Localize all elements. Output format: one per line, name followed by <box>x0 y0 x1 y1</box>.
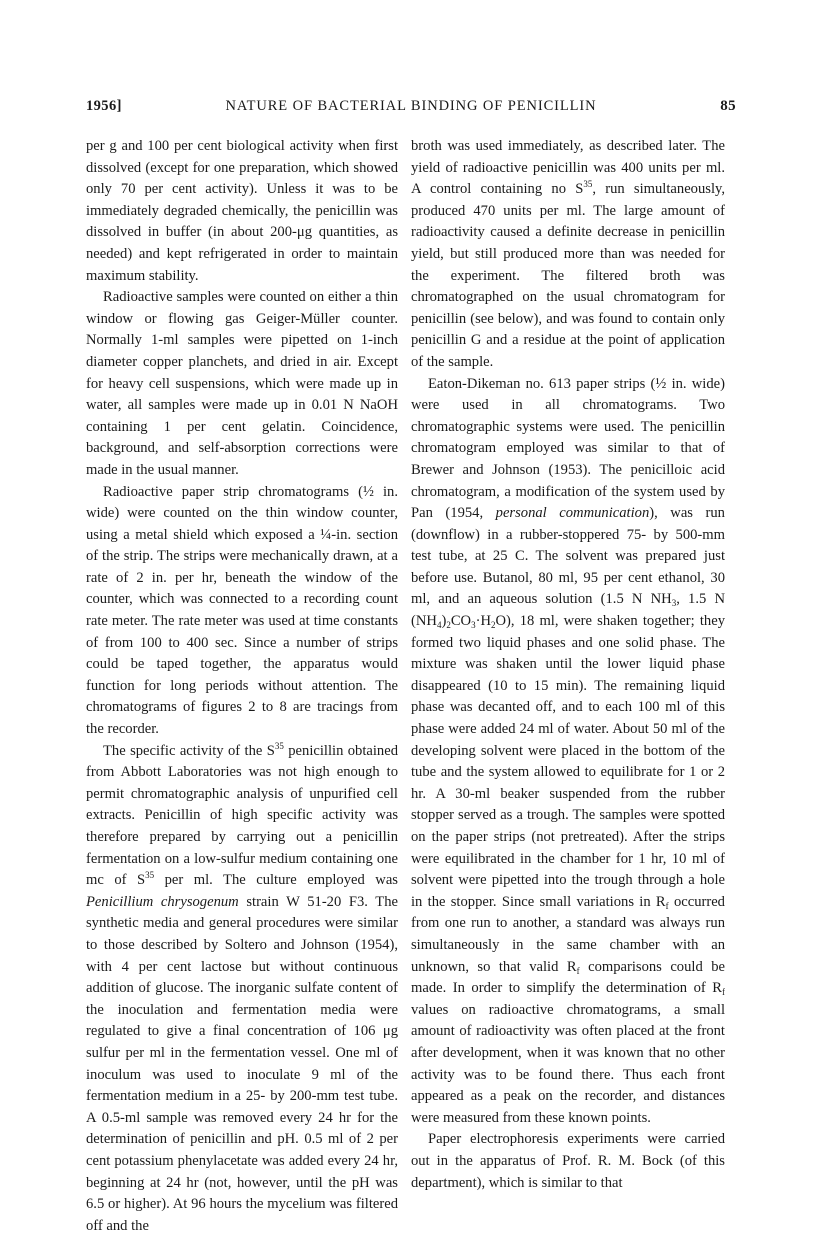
text-run: values on radioactive chromatograms, a small amount of radioactivity was often placed at the front after development, when it was known that no other activity was to be found there. Thus each front appeared as a peak on the recorder, and distances were measured from these known points. <box>411 1001 725 1126</box>
header-title: NATURE OF BACTERIAL BINDING OF PENICILLIN <box>225 98 597 114</box>
text-run: broth was used immediately, as described later. The yield of radioactive penicillin was 400 units per ml. A control containing no S <box>411 138 725 198</box>
text-run: penicillin obtained from Abbott Laboratories was not high enough to permit chromatographic analysis of unpurified cell extracts. Penicillin of high specific activity was therefore prepared by carrying out a penicillin fermentation on a low-sulfur medium containing one mc of S <box>86 742 398 889</box>
text-run: Eaton-Dikeman no. 613 paper strips (½ in. wide) were used in all chromatograms. Two chromatographic systems were used. The penicillin chromatogram employed was similar to that of Brewer and Johnson (1953). The penicilloic acid chromatogram, a modification of the system used by Pan (1954, <box>411 375 725 522</box>
subscript: 3 <box>471 620 476 631</box>
subscript: 4 <box>436 620 442 631</box>
superscript: 35 <box>583 179 593 190</box>
italic-text: personal communication <box>495 505 650 522</box>
text-run: , run simultaneously, produced 470 units per ml. The large amount of radioactivity caused a definite decrease in penicillin yield, but still produced more than was needed for the experiment. The filtered broth was chromatographed on the usual chromatogram for penicillin (see below), and was found to contain only penicillin G and a residue at the point of application of the sample. <box>411 181 725 370</box>
paragraph-specific-activity <box>86 741 398 1238</box>
text-run: ) <box>441 613 447 630</box>
text-run: strain W 51-20 F3. The synthetic media and general procedures were similar to those described by Soltero and Johnson (1954), with 4 per cent lactose but without continuous addition of glucose. The inorganic sulfate content of the inoculation and fermentation media were regulated to give a final concentration of 106 μg sulfur per ml in the fermentation vessel. One ml of inoculum was used to inoculate 9 ml of the fermentation medium in a 25- by 200-mm test tube. A 0.5-ml sample was removed every 24 hr for the determination of penicillin and pH. 0.5 ml of 2 per cent potassium phenylacetate was added every 24 hr, beginning at 24 hr (not, however, until the pH was 6.5 or higher). At 96 hours the mycelium was filtered off and the <box>86 893 398 1234</box>
paragraph-broth-yield <box>411 136 725 374</box>
text-run: ·H <box>475 613 492 630</box>
header-year: 1956] <box>86 98 122 114</box>
paragraph-chromatographic-systems <box>411 374 725 1130</box>
right-column <box>411 136 725 1194</box>
text-run: , 1.5 N (NH <box>411 591 726 630</box>
text-run: O), 18 ml, were shaken together; they formed two liquid phases and one solid phase. The mixture was shaken until the lower liquid phase disappeared (10 to 15 min). The remaining liquid phase was decanted off, and to each 100 ml of this phase were added 24 ml of water. About 50 ml of the developing solvent were placed in the bottom of the tube and the system allowed to equilibrate for 1 or 2 hr. A 30-ml beaker suspended from the rubber stopper served as a trough. The samples were spotted on the paper strips (not pretreated). After the strips were equilibrated in the chamber for 1 hr, 10 ml of solvent were pipetted into the trough through a hole in the stopper. Since small variations in R <box>411 613 725 910</box>
superscript: 35 <box>145 870 155 881</box>
subscript: 2 <box>446 620 451 631</box>
text-run: per ml. The culture employed was <box>154 872 398 889</box>
subscript: f <box>576 965 580 976</box>
species-name: Penicillium chrysogenum <box>86 893 239 910</box>
superscript: 35 <box>274 740 284 751</box>
paragraph-electrophoresis: Paper electrophoresis experiments were carried out in the apparatus of Prof. R. M. Bock (of this department), which is similar to that <box>411 1131 725 1191</box>
paragraph-strip-chromatograms: Radioactive paper strip chromatograms (½ in. wide) were counted on the thin window counter, using a metal shield which exposed a ¼-in. section of the strip. The strips were mechanically drawn, at a rate of 2 in. per hr, beneath the window of the counter, which was connected to a recording count rate meter. The rate meter was used at time constants of from 100 to 400 sec. Since a number of strips could be taped together, the apparatus would function for long periods without attention. The chromatograms of figures 2 to 8 are tracings from the recorder. <box>86 483 398 738</box>
subscript: f <box>665 900 669 911</box>
page-number: 85 <box>720 98 736 114</box>
text-run: ), was run (downflow) in a rubber-stoppered 75- by 500-mm test tube, at 25 C. The solvent was prepared just before use. Butanol, 80 ml, 95 per cent ethanol, 30 ml, and an aqueous solution (1.5 N NH <box>411 505 725 608</box>
paragraph-penicillin-dissolution: per g and 100 per cent biological activity when first dissolved (except for one preparation, which showed only 70 per cent activity). Unless it was to be immediately degraded chemically, the penicillin was dissolved in buffer (in about 200-μg quantities, as needed) and kept refrigerated in order to maintain maximum stability. <box>86 138 398 284</box>
running-header <box>86 98 736 120</box>
subscript: 3 <box>671 598 677 609</box>
subscript: 2 <box>491 620 496 631</box>
text-run: comparisons could be made. In order to simplify the determination of R <box>411 958 725 997</box>
text-run: The specific activity of the S <box>103 742 275 759</box>
left-column <box>86 136 398 1237</box>
subscript: f <box>722 987 725 998</box>
text-run: occurred from one run to another, a standard was always run simultaneously in the same chamber with an unknown, so that valid R <box>411 893 725 975</box>
text-run: CO <box>450 613 472 630</box>
paragraph-radioactive-counting: Radioactive samples were counted on either a thin window or flowing gas Geiger-Müller counter. Normally 1-ml samples were pipetted on 1-inch diameter copper planchets, and dried in air. Except for heavy cell suspensions, which were made up in water, all samples were made up in 0.01 N NaOH containing 1 per cent gelatin. Coincidence, background, and self-absorption corrections were made in the usual manner. <box>86 289 398 478</box>
